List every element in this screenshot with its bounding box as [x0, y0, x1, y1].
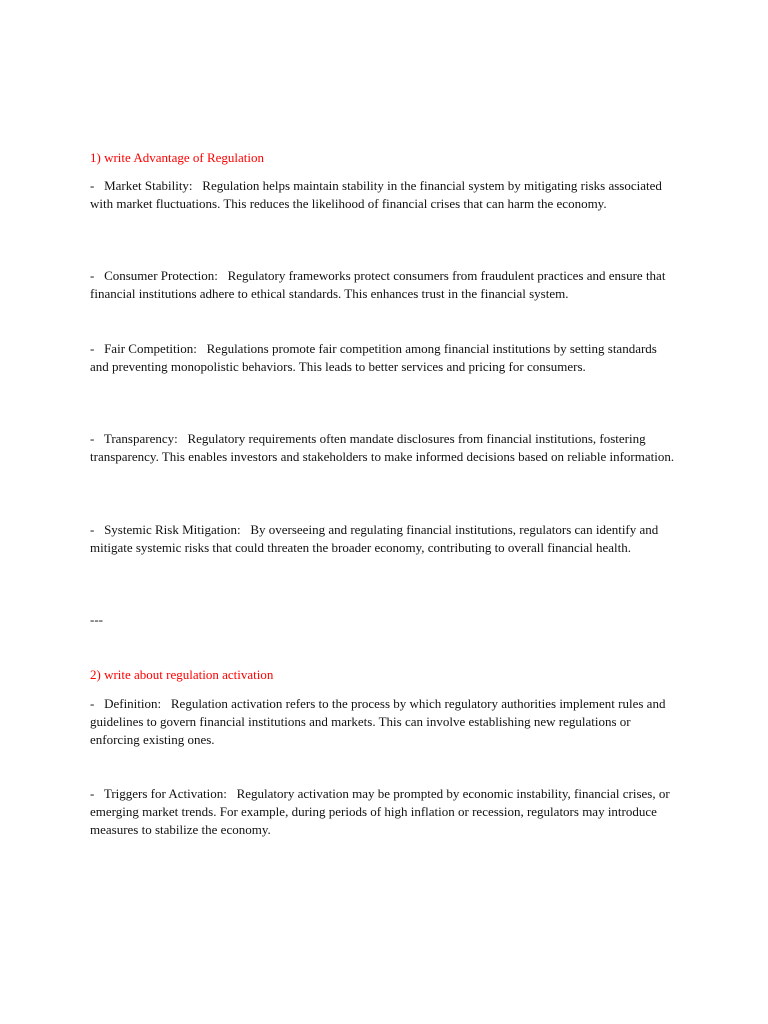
- advantage-fair-competition: - Fair Competition: Regulations promote fair competition among financial institutions by setting standards and preventing monopolistic behaviors. This leads to better services and pricing for consumers.: [90, 341, 661, 375]
- advantage-market-stability: - Market Stability: Regulation helps maintain stability in the financial system by mitigating risks associated with market fluctuations. This reduces the likelihood of financial crises that can harm the economy.: [90, 178, 666, 212]
- activation-definition: - Definition: Regulation activation refers to the process by which regulatory authorities implement rules and guidelines to govern financial institutions and markets. This can involve establishing new regulations or enforcing existing ones.: [90, 696, 669, 748]
- section-2-heading: 2) write about regulation activation: [90, 667, 274, 682]
- section-1-heading: 1) write Advantage of Regulation: [90, 150, 265, 165]
- section-separator: ---: [90, 612, 103, 627]
- advantage-transparency: - Transparency: Regulatory requirements often mandate disclosures from financial institutions, fostering transparency. This enables investors and stakeholders to make informed decisions based on reliable information.: [90, 431, 675, 465]
- advantage-systemic-risk: - Systemic Risk Mitigation: By overseeing and regulating financial institutions, regulators can identify and mitigate systemic risks that could threaten the broader economy, contributing to overall financial health.: [90, 522, 662, 556]
- activation-triggers: - Triggers for Activation: Regulatory activation may be prompted by economic instability, financial crises, or emerging market trends. For example, during periods of high inflation or recession, regulators may introduce measures to stabilize the economy.: [90, 786, 673, 838]
- advantage-consumer-protection: - Consumer Protection: Regulatory frameworks protect consumers from fraudulent practices and ensure that financial institutions adhere to ethical standards. This enhances trust in the financial system.: [90, 268, 669, 302]
